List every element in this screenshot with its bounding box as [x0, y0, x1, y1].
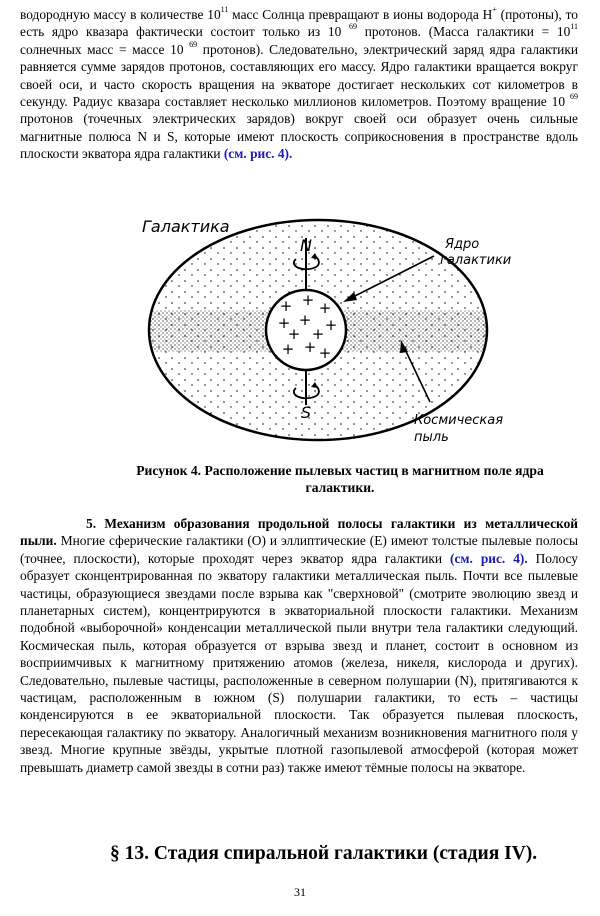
plus-sign: +	[298, 311, 312, 329]
figure-reference-link[interactable]: (см. рис. 4).	[223, 146, 293, 162]
plus-sign: +	[281, 340, 295, 358]
core-label-line1: Ядро	[445, 237, 480, 252]
plus-sign: +	[287, 325, 301, 343]
figure-reference-link[interactable]: (см. рис. 4).	[450, 550, 528, 566]
page-number: 31	[294, 885, 306, 899]
plus-sign: +	[318, 299, 332, 317]
galaxy-diagram	[118, 212, 518, 457]
dust-label-line1: Космическая	[414, 413, 504, 428]
figure-caption: Рисунок 4. Расположение пылевых частиц в магнитном поле ядра галактики.	[136, 463, 544, 495]
south-pole-label: S	[300, 403, 312, 422]
core-label-line2: галактики	[440, 253, 512, 268]
plus-sign: +	[303, 338, 317, 356]
dust-label-line2: пыль	[414, 430, 449, 445]
core-charges	[278, 291, 338, 362]
section-title: § 13. Стадия спиральной галактики (стадия IV).	[110, 843, 538, 864]
plus-sign: +	[324, 316, 338, 334]
plus-sign: +	[318, 344, 332, 362]
paragraph-intro: водородную массу в количестве $10^{11}$ масс Солнца превращают в ионы водорода Н+ (протоны), то есть ядро квазара фактически состоит только из 10 $^{69}$ протонов. (Масса галактики = $10^{11}$ солнечных масс = массе 10 $^{69}$ протонов). Следовательно, электрический заряд ядра галактики равняется сумме зарядов протонов, составляющих его массу. Ядро галактики вращается вокруг своей оси, и часто скорость вращения на экваторе достигает нескольких сот километров в секунду. Радиус квазара составляет несколько миллионов километров. Поэтому вращение 10 $^{69}$ протонов (точечных электрических зарядов) вокруг своей оси образует очень сильные магнитные полюса N и S, которые имеют плоскость соприкосновения в пространстве вдоль плоскости экватора ядра галактики (см. рис. 4).	[20, 5, 578, 162]
galaxy-label: Галактика	[142, 217, 230, 236]
subsection-heading: 5. Механизм образования продольной полосы галактики из металлической пыли.	[20, 516, 578, 549]
north-pole-label: N	[300, 236, 312, 255]
plus-sign: +	[301, 291, 315, 309]
plus-sign: +	[311, 325, 325, 343]
plus-sign: +	[279, 297, 293, 315]
paragraph-mechanism: 5. Механизм образования продольной полосы галактики из металлической пыли. Многие сферические галактики (О) и эллиптические (Е) имеют толстые пылевые полосы (точнее, плоскости), которые проходят через экватор ядра галактики (см. рис. 4). Полосу образует сконцентрированная по экватору галактики металлическая пыль. Почти все пылевые частицы, образующиеся звездами после взрыва как "сверхновой" (смотрите эволюцию звезд и планетарных систем), концентрируются в экваториальной плоскости галактики. Механизм подобной «выборочной» конденсации металлической пыли внутри тела галактики следующий. Космическая пыль, которая образуется от взрыва звезд и планет, состоит в основном из восприимчивых к магнитному притяжению атомов (железа, никеля, кислорода и других). Следовательно, пылевые частицы, расположенные в северном полушарии (N), притягиваются к частицам, расположенным в южном (S) полушарии галактики, то есть – частицы конденсируются в ее экваториальной плоскости. Так образуется пылевая плоскость, пересекающая галактику по экватору. Аналогичный механизм возникновения магнитного поля у звезд. Многие крупные звёзды, укрытые плотной газопылевой атмосферой (которая может превышать диаметр самой звезды в сотни раз) также имеют тёмные полосы на экваторе.	[20, 516, 578, 775]
plus-sign: +	[277, 314, 291, 332]
